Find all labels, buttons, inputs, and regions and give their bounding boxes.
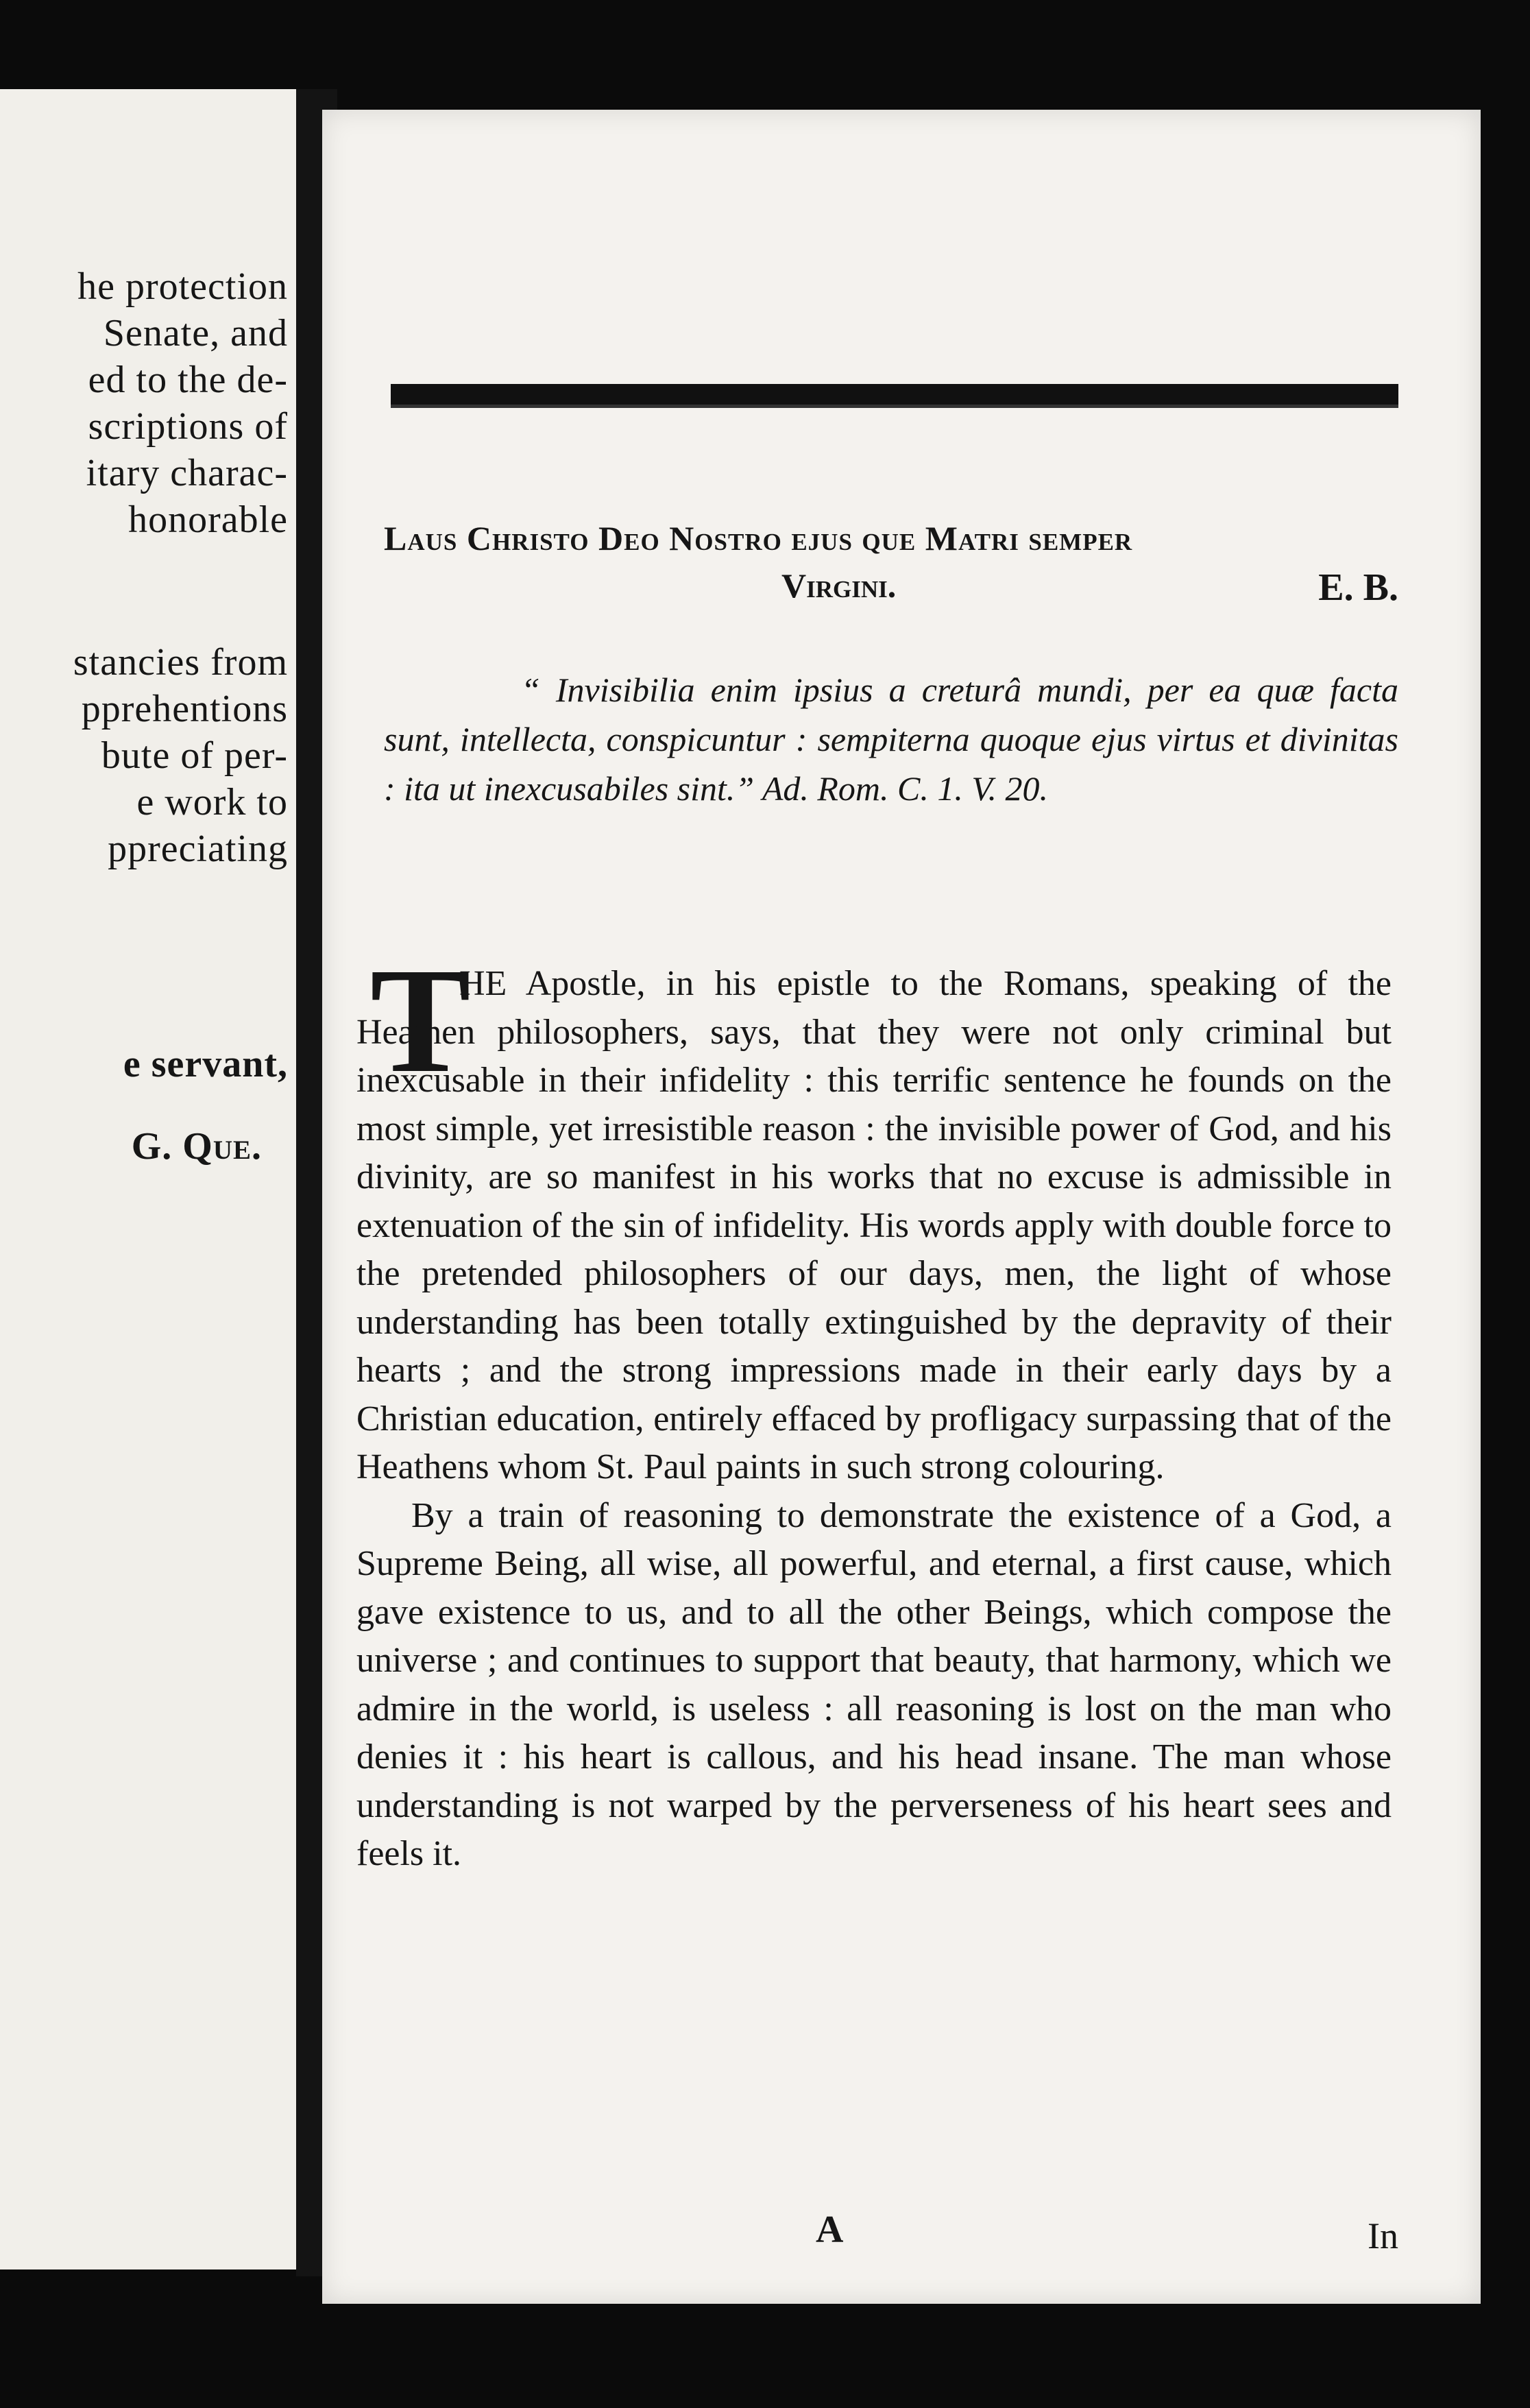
header-rule	[391, 384, 1398, 405]
main-page	[322, 110, 1481, 2304]
heading-line-1: Laus Christo Deo Nostro ejus que Matri semper	[384, 519, 1133, 557]
facing-page-line: pprehentions	[81, 688, 288, 730]
facing-page-line: scriptions of	[88, 405, 288, 448]
facing-page-line: e work to	[136, 781, 288, 823]
facing-page-line: Senate, and	[103, 312, 288, 354]
facing-page-line: honorable	[128, 498, 288, 541]
paragraph-1-text: HE Apostle, in his epistle to the Romans, speaking of the Heathen philosophers, says, that they were not only criminal but inexcusable in their infidelity : this terrific sentence he founds on the most simple, yet irresistible reason : the invisible power of God, and his divinity, are so manifest in his works that no excuse is admissible in extenuation of the sin of infidelity. His words apply with double force to the pretended philosophers of our days, men, the light of whose understanding has been totally extinguished by the depravity of their hearts ; and the strong impressions made in their early days by a Christian education, entirely effaced by profligacy surpassing that of the Heathens whom St. Paul paints in such strong colouring.	[356, 964, 1392, 1486]
facing-page-line: bute of per-	[101, 734, 288, 777]
facing-page-line: itary charac-	[86, 452, 288, 494]
latin-epigraph: “ Invisibilia enim ipsius a creturâ mundi, per ea quæ facta sunt, intellecta, conspicuntur : sempiterna quoque ejus virtus et divinitas : ita ut inexcusabiles sint.” Ad. Rom. C. 1. V. 20.	[384, 671, 1398, 808]
catchword: In	[1368, 2215, 1398, 2256]
body-text	[356, 937, 1392, 1879]
facing-page-line: e servant,	[123, 1043, 288, 1085]
heading-initials: E. B.	[1318, 566, 1398, 609]
drop-cap: T	[370, 937, 471, 1104]
paragraph-2: By a train of reasoning to demonstrate the existence of a God, a Supreme Being, all wise, all powerful, and eternal, a first cause, which gave existence to us, and to all the other Beings, which compose the universe ; and continues to support that beauty, that harmony, which we admire in the world, is useless : all reasoning is lost on the man who denies it : his heart is callous, and his head insane. The man whose understanding is not warped by the perverseness of his heart sees and feels it.	[356, 1495, 1392, 1873]
heading-virgini: Virgini.	[781, 566, 897, 605]
heading-line-2	[384, 566, 1398, 621]
facing-page-line: he protection	[77, 265, 288, 308]
signature-mark: A	[816, 2208, 844, 2251]
paragraph-1	[356, 937, 1392, 1492]
facing-page-line: ed to the de-	[88, 359, 288, 401]
facing-page	[0, 89, 300, 2269]
facing-page-line: stancies from	[73, 641, 288, 684]
facing-page-line: ppreciating	[108, 828, 288, 870]
facing-page-line: G. Que.	[131, 1125, 262, 1168]
